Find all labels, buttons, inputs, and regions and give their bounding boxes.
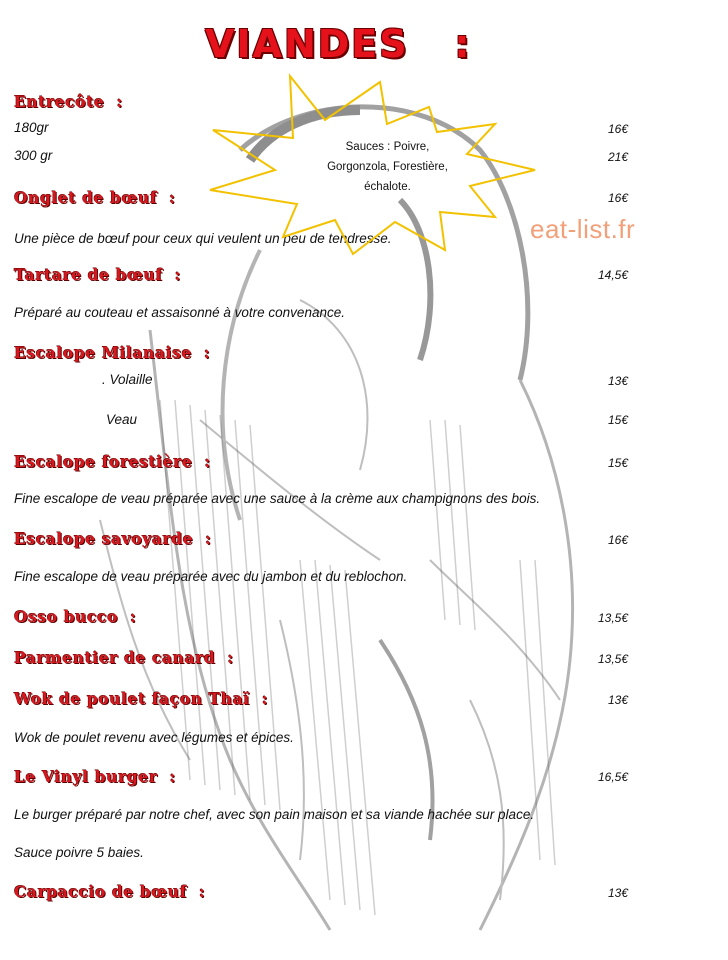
item-milanaise-option-2: Veau — [106, 412, 138, 427]
item-parmentier-price: 13,5€ — [597, 652, 628, 666]
item-milanaise-name: Escalope Milanaise : — [14, 343, 211, 362]
item-onglet-name: Onglet de bœuf : — [14, 188, 176, 207]
item-wok-description: Wok de poulet revenu avec légumes et épices. — [14, 730, 294, 745]
sauces-note — [300, 137, 475, 197]
item-burger-name: Le Vinyl burger : — [14, 767, 176, 786]
sauces-line-2: Gorgonzola, Forestière, — [327, 161, 448, 173]
item-forestiere-description: Fine escalope de veau préparée avec une sauce à la crème aux champignons des bois. — [14, 491, 541, 506]
item-burger-description: Le burger préparé par notre chef, avec son pain maison et sa viande hachée sur place. — [14, 807, 535, 822]
item-entrecote-option-2: 300 gr — [14, 148, 53, 163]
item-entrecote-option-1-price: 16€ — [607, 122, 628, 136]
item-burger-description-2: Sauce poivre 5 baies. — [14, 845, 144, 860]
sauces-line-3: échalote. — [364, 181, 411, 193]
item-tartare-name: Tartare de bœuf : — [14, 265, 182, 284]
item-entrecote-option-1: 180gr — [14, 120, 49, 135]
item-onglet-description: Une pièce de bœuf pour ceux qui veulent un peu de tendresse. — [14, 231, 392, 246]
item-tartare-price: 14,5€ — [597, 268, 628, 282]
item-carpaccio-name: Carpaccio de bœuf : — [14, 882, 206, 901]
item-carpaccio-price: 13€ — [607, 886, 628, 900]
item-osso-bucco-price: 13,5€ — [597, 611, 628, 625]
item-milanaise-option-1-price: 13€ — [607, 374, 628, 388]
item-tartare-description: Préparé au couteau et assaisonné à votre convenance. — [14, 305, 345, 320]
item-savoyarde-name: Escalope savoyarde : — [14, 529, 212, 548]
item-onglet-price: 16€ — [607, 191, 628, 205]
item-forestiere-price: 15€ — [607, 456, 628, 470]
item-entrecote-option-2-price: 21€ — [607, 150, 628, 164]
item-milanaise-option-1: . Volaille — [102, 372, 153, 387]
sauces-line-1: Sauces : Poivre, — [345, 141, 430, 153]
item-burger-price: 16,5€ — [597, 770, 628, 784]
item-milanaise-option-2-price: 15€ — [607, 413, 628, 427]
item-wok-name: Wok de poulet façon Thaï : — [14, 689, 269, 708]
item-entrecote-name: Entrecôte : — [14, 92, 123, 111]
item-savoyarde-description: Fine escalope de veau préparée avec du jambon et du reblochon. — [14, 569, 408, 584]
item-wok-price: 13€ — [607, 693, 628, 707]
item-osso-bucco-name: Osso bucco : — [14, 607, 137, 626]
page-title: VIANDES : — [205, 22, 472, 66]
watermark: eat-list.fr — [530, 214, 636, 244]
item-forestiere-name: Escalope forestière : — [14, 452, 211, 471]
item-parmentier-name: Parmentier de canard : — [14, 648, 234, 667]
item-savoyarde-price: 16€ — [607, 533, 628, 547]
